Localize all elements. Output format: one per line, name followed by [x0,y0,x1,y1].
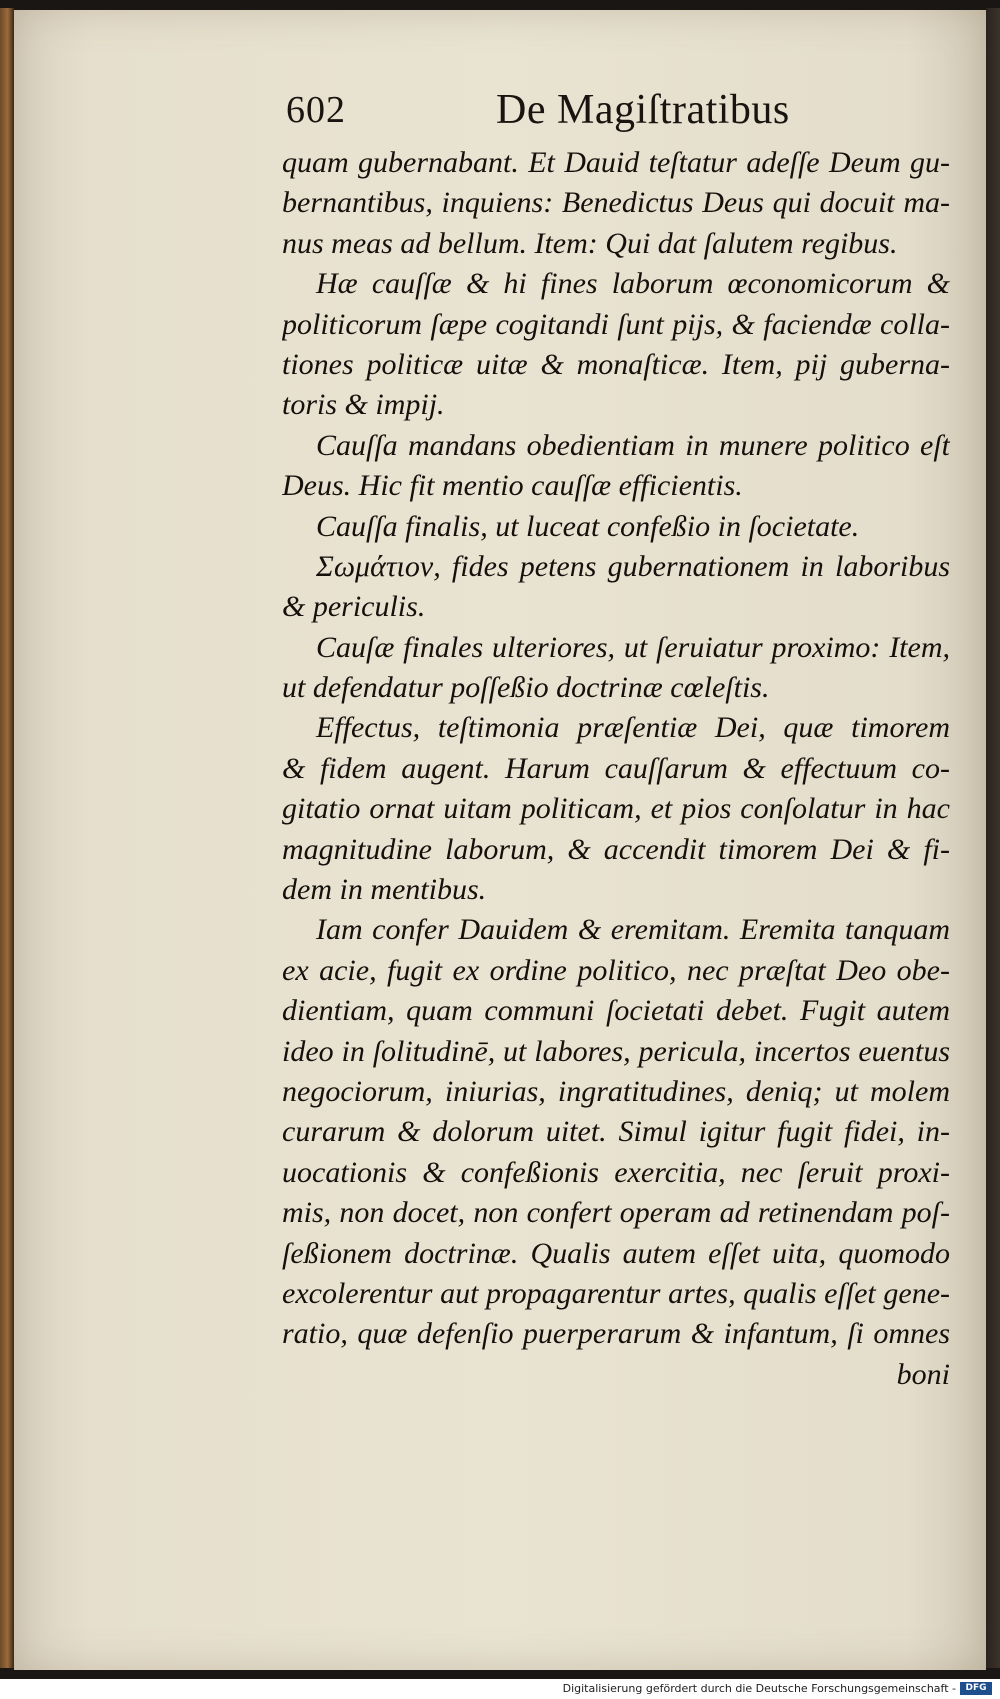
text-line: ut defendatur poſſeßio doctrinæ cœleſtis. [282,671,770,705]
text-line: negociorum, iniurias, ingratitudines, deniq; ut molem [282,1074,950,1108]
text-line: politicorum ſæpe cogitandi ſunt pijs, & faciendæ colla- [282,307,950,341]
dfg-logo: DFG [960,1682,992,1695]
book-fore-edge [986,8,1000,1668]
digitization-footer [0,1679,1000,1699]
book-spine-edge [0,8,14,1668]
text-line: curarum & dolorum uitet. Simul igitur fugit fidei, in- [282,1115,950,1149]
text-line: ideo in ſolitudinē, ut labores, pericula, incertos euentus [282,1034,950,1068]
running-head: De Magiſtratibus [496,87,790,133]
page-header [286,88,946,148]
text-line: excolerentur aut propagarentur artes, qualis eſſet gene- [282,1276,950,1310]
text-line: mis, non docet, non confert operam ad retinendam poſ- [282,1196,950,1230]
text-line: Iam confer Dauidem & eremitam. Eremita tanquam [316,913,950,947]
text-line: Cauſæ finales ulteriores, ut ſeruiatur proximo: Item, [316,630,950,664]
funding-credit: Digitalisierung gefördert durch die Deutsche Forschungsgemeinschaft - [562,1682,956,1695]
body-text [282,143,950,1395]
text-line: tiones politicæ uitæ & monaſticæ. Item, pij guberna- [282,347,950,381]
text-line: gitatio ornat uitam politicam, et pios conſolatur in hac [282,792,950,826]
text-line: nus meas ad bellum. Item: Qui dat ſalutem regibus. [282,226,898,260]
text-line: Cauſſa mandans obedientiam in munere politico eſt [316,428,950,462]
text-line: toris & impij. [282,388,445,422]
text-line: dientiam, quam communi ſocietati debet. Fugit autem [282,994,950,1028]
text-line: magnitudine laborum, & accendit timorem Dei & fi- [282,832,950,866]
text-line: Σωμάτιον, fides petens gubernationem in laboribus [316,549,950,583]
text-line: & periculis. [282,590,426,624]
page-number: 602 [286,89,346,131]
text-line: quam gubernabant. Et Dauid teſtatur adeſſe Deum gu- [282,146,950,179]
text-line: uocationis & confeßionis exercitia, nec ſeruit proxi- [282,1155,950,1189]
text-line: Effectus, teſtimonia præſentiæ Dei, quæ timorem [316,711,950,745]
text-line: ratio, quæ defenſio puerperarum & infantum, ſi omnes [282,1317,950,1351]
text-line: Deus. Hic fit mentio cauſſæ efficientis. [282,469,743,503]
text-line: ex acie, fugit ex ordine politico, nec præſtat Deo obe- [282,953,950,987]
text-line: bernantibus, inquiens: Benedictus Deus qui docuit ma- [282,186,950,220]
catchword: boni [896,1357,950,1391]
text-line: Hæ cauſſæ & hi fines laborum œconomicorum & [316,267,950,301]
text-line: Cauſſa finalis, ut luceat confeßio in ſocietate. [316,509,860,543]
text-line: & fidem augent. Harum cauſſarum & effectuum co- [282,751,950,785]
text-line: ſeßionem doctrinæ. Qualis autem eſſet uita, quomodo [282,1236,950,1270]
text-line: dem in mentibus. [282,873,487,907]
